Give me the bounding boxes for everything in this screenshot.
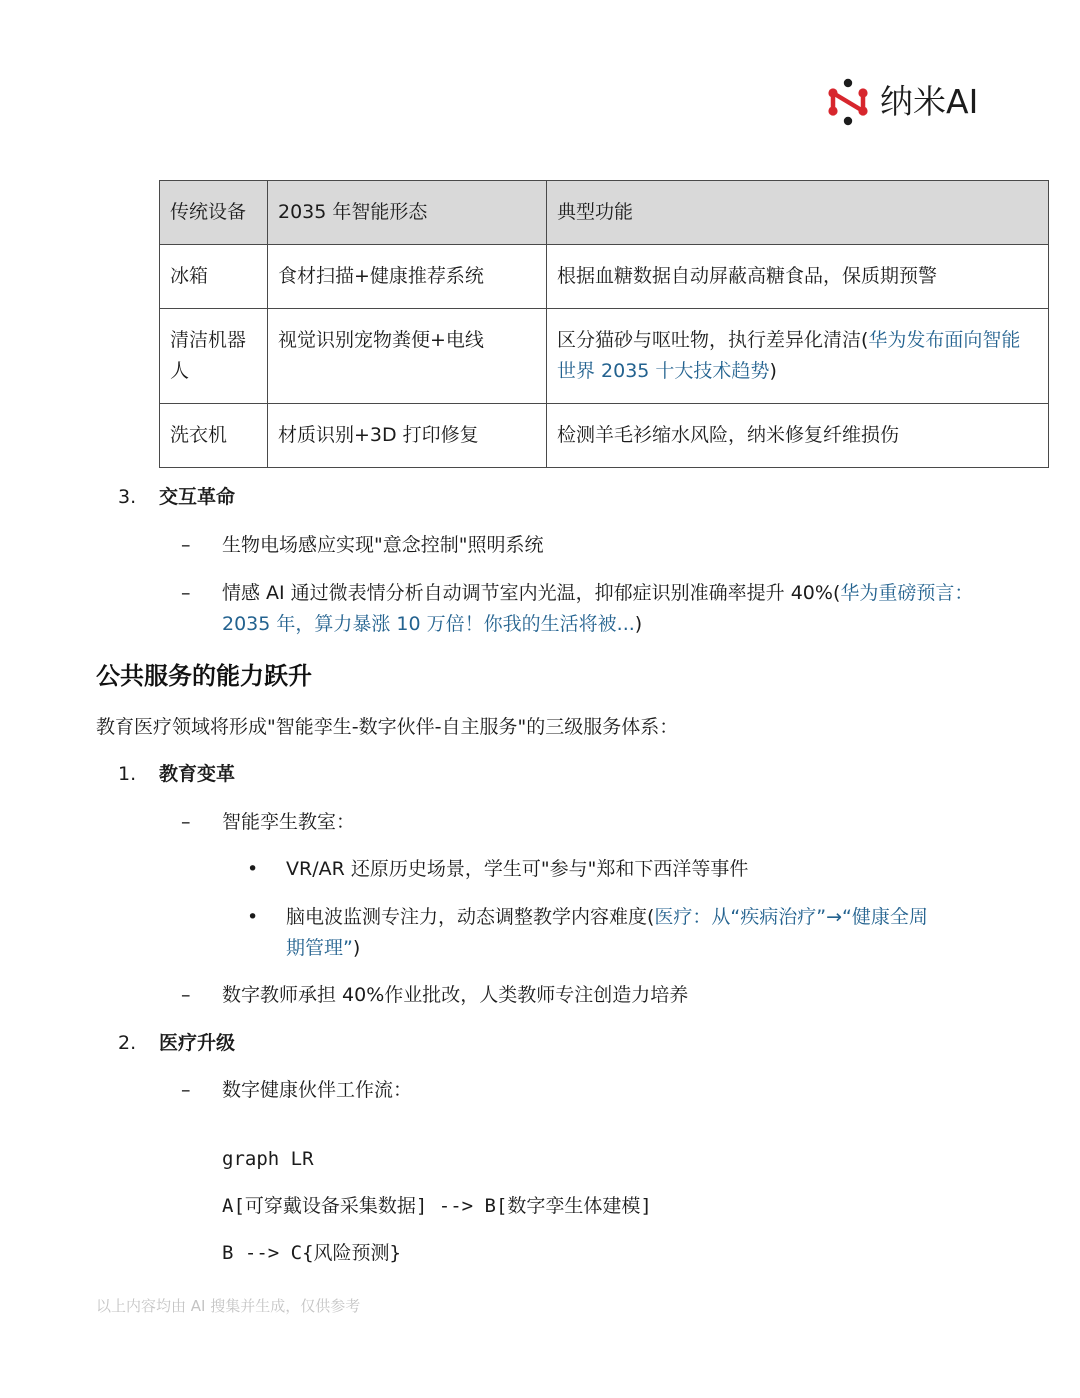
function-cell: 检测羊毛衫缩水风险，纳米修复纤维损伤 (547, 404, 1049, 468)
smart-form-cell: 视觉识别宠物粪便+电线 (268, 309, 547, 404)
function-suffix: ) (769, 360, 777, 382)
dash-marker: – (181, 534, 191, 556)
function-cell (547, 309, 1049, 404)
source-link-huawei-prediction[interactable]: 2035 年，算力暴涨 10 万倍！你我的生活将被... (222, 613, 635, 635)
function-cell: 根据血糖数据自动屏蔽高糖食品，保质期预警 (547, 245, 1049, 309)
dash-marker: – (181, 1079, 191, 1101)
device-cell: 冰箱 (160, 245, 268, 309)
smart-devices-table (159, 180, 1049, 468)
sub-list-item-text: 脑电波监测专注力，动态调整教学内容难度( (286, 906, 655, 928)
header-typical-function: 典型功能 (547, 181, 1049, 245)
brand-name: 纳米AI (880, 82, 979, 121)
sub-list-item (247, 854, 748, 885)
sub-list-item-line (286, 933, 928, 964)
section-intro: 教育医疗领域将形成"智能孪生-数字伙伴-自主服务"的三级服务体系： (96, 716, 679, 738)
list-item-education-reform (118, 759, 235, 790)
header-smart-form-2035: 2035 年智能形态 (268, 181, 547, 245)
code-line: graph LR (222, 1148, 314, 1170)
source-link-huawei-prediction[interactable]: 华为重磅预言： (840, 582, 974, 604)
smart-form-cell: 材质识别+3D 打印修复 (268, 404, 547, 468)
list-item (181, 807, 355, 838)
source-link-huawei-2035-trends[interactable]: 世界 2035 十大技术趋势 (557, 360, 770, 382)
list-item-body (222, 578, 973, 640)
function-line (557, 356, 1034, 387)
dash-marker: – (181, 811, 191, 833)
list-item-title: 交互革命 (159, 486, 236, 508)
table-row (160, 309, 1049, 404)
bullet-marker: • (247, 906, 259, 928)
list-item (181, 530, 543, 561)
list-item-interaction-revolution (118, 482, 235, 513)
sub-list-item-suffix: ) (352, 937, 361, 959)
function-line (557, 325, 1034, 356)
sub-list-item-body (286, 902, 928, 964)
sub-list-item (247, 902, 928, 964)
source-link-medical-health-management[interactable]: 期管理” (286, 937, 353, 959)
device-cell: 清洁机器人 (160, 309, 268, 404)
device-cell: 洗衣机 (160, 404, 268, 468)
bullet-marker: • (247, 858, 259, 880)
list-item (181, 578, 973, 640)
dash-marker: – (181, 984, 191, 1006)
table-header-row (160, 181, 1049, 245)
code-line: B --> C{风险预测} (222, 1242, 401, 1264)
header-traditional-device: 传统设备 (160, 181, 268, 245)
list-item-text: 智能孪生教室： (222, 811, 356, 833)
list-number: 1. (118, 763, 137, 785)
footer-disclaimer: 以上内容均由 AI 搜集并生成，仅供参考 (96, 1297, 361, 1315)
list-item (181, 980, 688, 1011)
code-line: A[可穿戴设备采集数据] --> B[数字孪生体建模] (222, 1195, 652, 1217)
source-link-huawei-2035-trends[interactable]: 华为发布面向智能 (868, 329, 1021, 351)
smart-form-cell: 食材扫描+健康推荐系统 (268, 245, 547, 309)
list-item-medical-upgrade (118, 1028, 235, 1059)
list-item-line (222, 578, 973, 609)
source-link-medical-health-management[interactable]: 医疗：从“疾病治疗”→“健康全周 (654, 906, 928, 928)
list-item-suffix: ) (634, 613, 643, 635)
section-heading: 公共服务的能力跃升 (96, 662, 312, 690)
list-item-title: 教育变革 (159, 763, 236, 785)
code-block (222, 1144, 652, 1285)
list-number: 2. (118, 1032, 137, 1054)
list-item-text: 数字教师承担 40%作业批改，人类教师专注创造力培养 (222, 984, 689, 1006)
list-item-text: 数字健康伙伴工作流： (222, 1079, 413, 1101)
nami-ai-logo-icon (826, 78, 870, 126)
list-number: 3. (118, 486, 137, 508)
list-item-text: 情感 AI 通过微表情分析自动调节室内光温，抑郁症识别准确率提升 40%( (222, 582, 841, 604)
list-item (181, 1075, 412, 1106)
sub-list-item-text: VR/AR 还原历史场景，学生可"参与"郑和下西洋等事件 (286, 858, 749, 880)
list-item-title: 医疗升级 (159, 1032, 236, 1054)
list-item-line (222, 609, 973, 640)
table-row (160, 404, 1049, 468)
brand-logo (826, 78, 978, 126)
sub-list-item-line (286, 902, 928, 933)
table-row (160, 245, 1049, 309)
list-item-text: 生物电场感应实现"意念控制"照明系统 (222, 534, 544, 556)
function-text: 区分猫砂与呕吐物，执行差异化清洁( (557, 329, 869, 351)
dash-marker: – (181, 582, 191, 604)
